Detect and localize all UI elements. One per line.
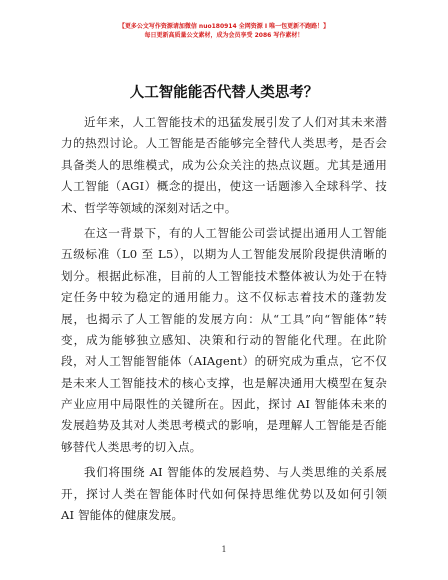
paragraph-line: 力的热烈讨论。人工智能是否能够完全替代人类思考，是否会 xyxy=(61,136,387,151)
paragraph-line: 展，也揭示了人工智能的发展方向：从“工具”向“智能体”转 xyxy=(61,311,387,326)
page-number: 1 xyxy=(221,545,227,554)
paragraph-line: 产业应用中局限性的关键所在。因此，探讨 AI 智能体未来的 xyxy=(61,397,387,412)
paragraph-line: 近年来，人工智能技术的迅猛发展引发了人们对其未来潜 xyxy=(84,115,387,129)
paragraph-line: 人工智能（AGI）概念的提出，使这一话题渗入全球科学、技 xyxy=(61,179,387,194)
paragraph-line: 术、哲学等领域的深刻对话之中。 xyxy=(61,200,237,215)
paragraph-line: 够替代人类思考的切入点。 xyxy=(61,439,202,454)
paragraph-1 xyxy=(61,112,387,219)
paragraph-line: 划分。根据此标准，目前的人工智能技术整体被认为处于在特 xyxy=(61,268,387,283)
paragraph-line: 段，对人工智能智能体（AIAgent）的研究成为重点，它不仅 xyxy=(61,354,387,369)
promo-banner-line-2: 每日更新高质量公文素材，成为会员享受 2086 写作素材！ xyxy=(144,32,304,39)
paragraph-line: 发展趋势及其对人类思考模式的影响，是理解人工智能是否能 xyxy=(61,418,387,433)
paragraph-line: 是未来人工智能技术的核心支撑，也是解决通用大模型在复杂 xyxy=(61,375,387,390)
paragraph-2 xyxy=(61,223,387,458)
document-title: 人工智能能否代替人类思考？ xyxy=(129,85,319,101)
paragraph-line: 开，探讨人类在智能体时代如何保持思维优势以及如何引领 xyxy=(61,486,387,501)
paragraph-line: 我们将围绕 AI 智能体的发展趋势、与人类思维的关系展 xyxy=(84,465,387,480)
paragraph-line: 定任务中较为稳定的通用能力。这不仅标志着技术的蓬勃发 xyxy=(61,290,387,305)
paragraph-line: 五级标准（L0 至 L5），以期为人工智能发展阶段提供清晰的 xyxy=(61,247,387,262)
paragraph-line: 具备类人的思维模式，成为公众关注的热点议题。尤其是通用 xyxy=(61,157,387,172)
paragraph-line: 在这一背景下，有的人工智能公司尝试提出通用人工智能 xyxy=(84,225,387,240)
promo-banner xyxy=(0,22,448,40)
document-body xyxy=(61,112,387,526)
paragraph-line: 变，成为能够独立感知、决策和行动的智能化代理。在此阶 xyxy=(61,332,387,347)
paragraph-line: AI 智能体的健康发展。 xyxy=(61,508,184,523)
paragraph-3 xyxy=(61,462,387,526)
promo-banner-line-1: 【更多公文写作资源请加微信 nuo180914 全网资源 I 唯一包更新不跑路！】 xyxy=(118,23,330,30)
